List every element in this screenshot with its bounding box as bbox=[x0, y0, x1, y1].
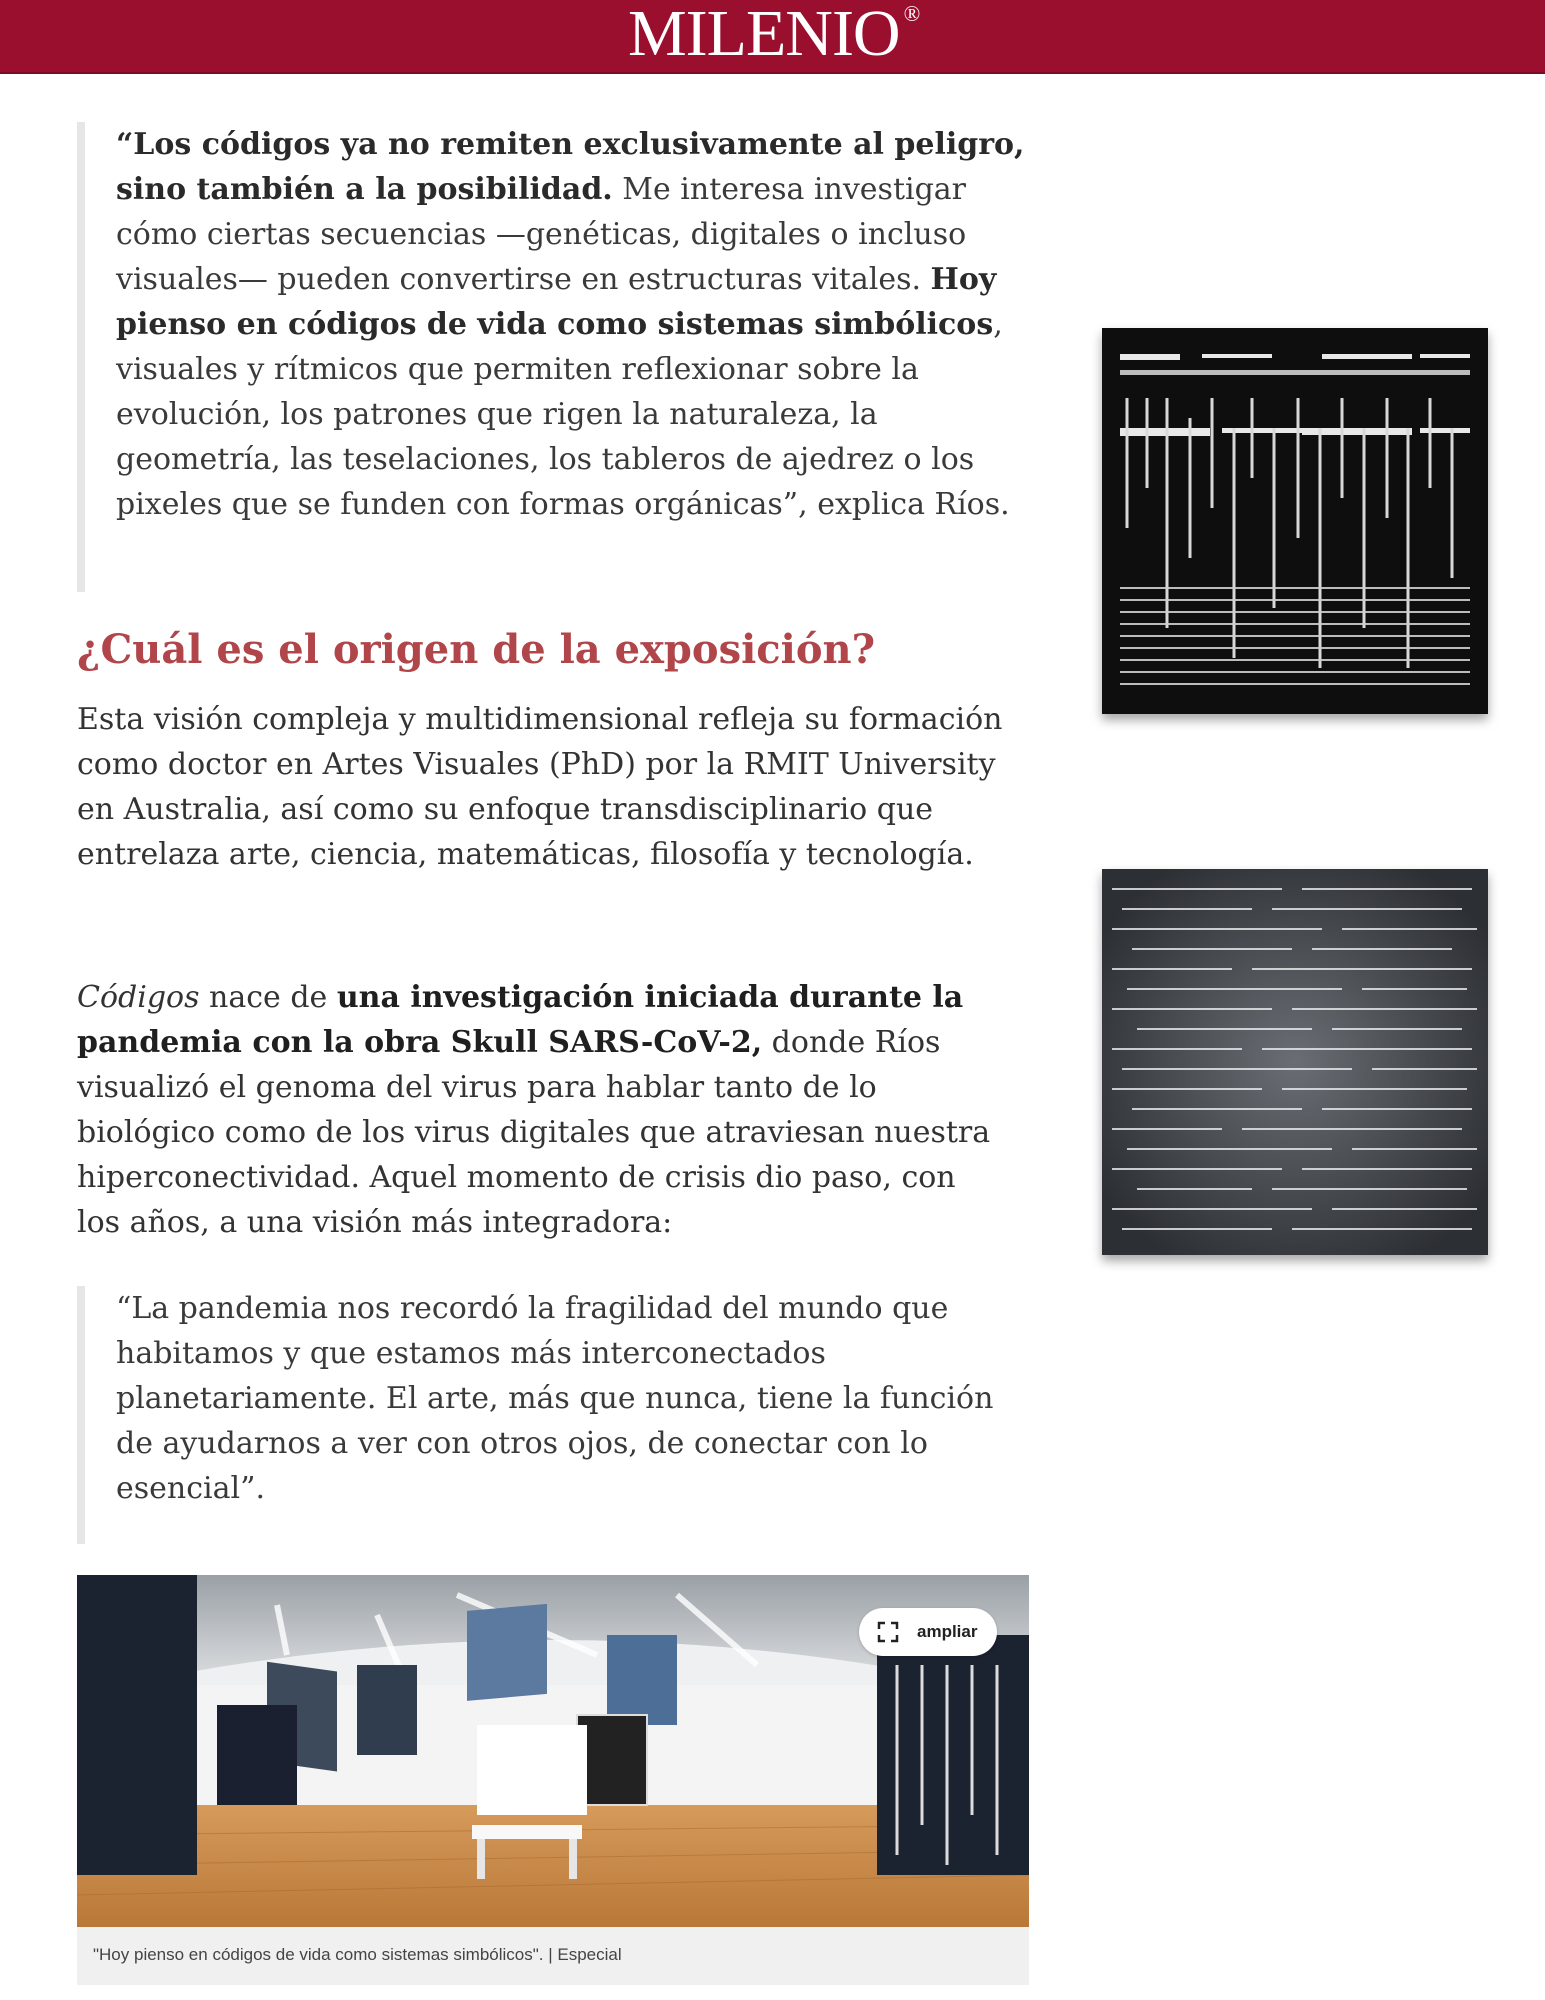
zoom-button[interactable] bbox=[859, 1608, 997, 1656]
paragraph2-text-a: nace de bbox=[199, 980, 337, 1015]
registered-mark: ® bbox=[903, 1, 920, 26]
logo-text: MILENIO bbox=[628, 0, 900, 70]
site-header bbox=[0, 0, 1545, 74]
paragraph2-text-b: donde Ríos visualizó el genoma del virus para hablar tanto de lo biológico como de los virus digitales que atraviesan nuestra hiperconectividad. Aquel momento de crisis dio paso, con los años, a una visión más integradora: bbox=[77, 1025, 991, 1240]
photo-caption-bar bbox=[77, 1927, 1029, 1985]
milenio-logo[interactable] bbox=[628, 0, 919, 70]
quote1-bold-b: Hoy pienso en códigos de vida como sistemas simbólicos bbox=[116, 262, 997, 342]
blockquote-pandemic: “La pandemia nos recordó la fragilidad del mundo que habitamos y que estamos más interconectados planetariamente. El arte, más que nunca, tiene la función de ayudarnos a ver con otros ojos, de conectar con lo esencial”. bbox=[77, 1286, 1036, 1544]
paragraph-origin bbox=[77, 975, 1007, 1245]
section-heading: ¿Cuál es el origen de la exposición? bbox=[77, 626, 876, 673]
zoom-label: ampliar bbox=[917, 1622, 978, 1641]
expand-icon bbox=[877, 1621, 899, 1643]
quote1-text-b: , visuales y rítmicos que permiten reflexionar sobre la evolución, los patrones que rigen la naturaleza, la geometría, las teselaciones, los tableros de ajedrez o los pixeles que se funden con formas orgánicas”, explica Ríos. bbox=[116, 307, 1010, 522]
quote1-text-a: Me interesa investigar cómo ciertas secuencias —genéticas, digitales o incluso visuales— pueden convertirse en estructuras vitales. bbox=[116, 172, 967, 297]
quote1-bold-a: “Los códigos ya no remiten exclusivamente al peligro, sino también a la posibilidad. bbox=[116, 127, 1025, 207]
paragraph-background: Esta visión compleja y multidimensional refleja su formación como doctor en Artes Visuales (PhD) por la RMIT University en Australia, así como su enfoque transdisciplinario que entrelaza arte, ciencia, matemáticas, filosofía y tecnología. bbox=[77, 702, 1003, 872]
photo-caption: "Hoy pienso en códigos de vida como sistemas simbólicos". | Especial bbox=[93, 1945, 622, 1964]
paragraph2-bold: una investigación iniciada durante la pandemia con la obra Skull SARS-CoV-2, bbox=[77, 980, 964, 1060]
artwork-image-dark-code[interactable] bbox=[1102, 328, 1488, 714]
artwork-image-grey-code[interactable] bbox=[1102, 869, 1488, 1255]
blockquote-codes bbox=[77, 122, 1036, 592]
paragraph2-italic: Códigos bbox=[77, 980, 200, 1015]
